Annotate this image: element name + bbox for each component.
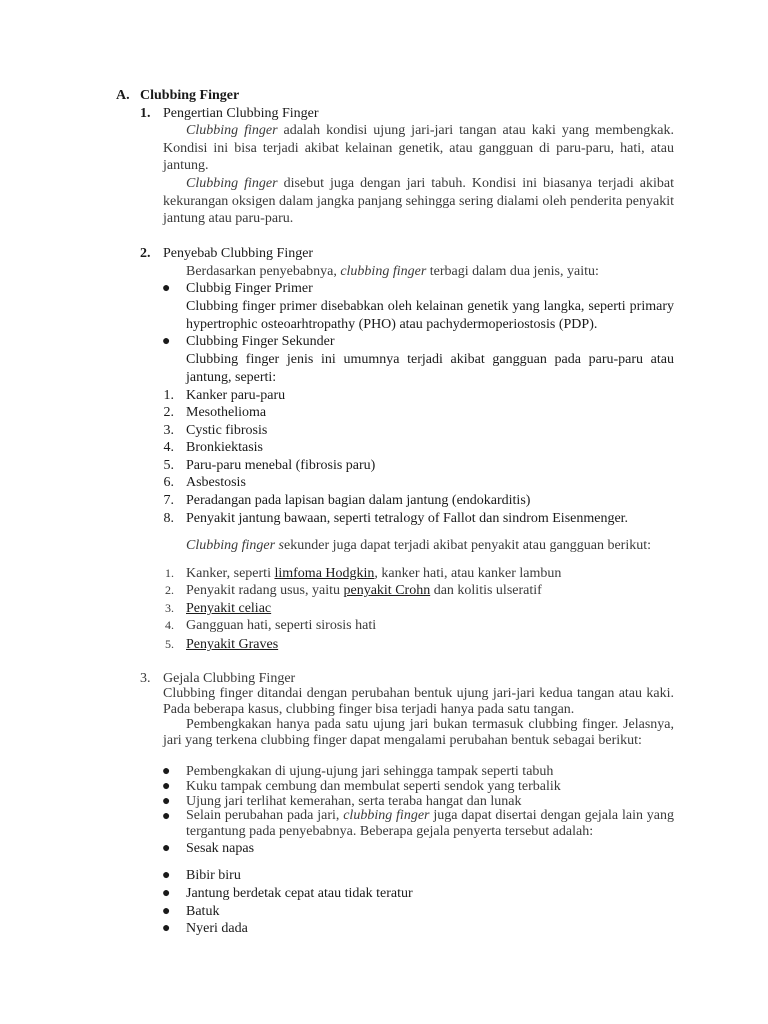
bullet-icon: ●: [162, 921, 171, 936]
cause-number: 7.: [163, 493, 174, 508]
symptom-item: Nyeri dada: [186, 921, 248, 936]
cause-number: 1.: [163, 388, 174, 403]
cause-item: Asbestosis: [186, 475, 246, 490]
shape-change-item: Ujung jari terlihat kemerahan, serta teraba hangat dan lunak: [186, 794, 522, 809]
bullet-icon: ●: [162, 794, 171, 809]
sec3-extra-b: juga dapat disertai dengan gejala lain yang tergantung pada penyebabnya. Beberapa gejala penyerta tersebut adalah:: [186, 808, 675, 839]
bullet-icon: ●: [162, 868, 171, 883]
sec2-intro-a: Berdasarkan penyebabnya,: [186, 264, 341, 279]
other-item: [186, 565, 561, 582]
other-number: 4.: [165, 618, 174, 632]
link-penyakit-crohn[interactable]: penyakit Crohn: [343, 583, 431, 598]
bullet-icon: ●: [162, 281, 171, 296]
sec3-extra-paragraph: [186, 808, 674, 840]
link-penyakit-celiac[interactable]: Penyakit celiac: [186, 601, 272, 616]
section-a-title: Clubbing Finger: [140, 88, 240, 103]
other-item: Gangguan hati, seperti sirosis hati: [186, 618, 377, 633]
other-item-text: dan kolitis ulseratif: [430, 583, 542, 598]
sec3-paragraph-1: Clubbing finger ditandai dengan perubahan bentuk ujung jari-jari kedua tangan atau kaki. Pada beberapa kasus, clubbing finger bisa terjadi hanya pada satu tangan.: [163, 686, 674, 717]
link-penyakit-graves[interactable]: Penyakit Graves: [186, 637, 279, 652]
cause-number: 5.: [163, 458, 174, 473]
bullet-icon: ●: [162, 334, 171, 349]
other-item: [186, 636, 278, 653]
cause-number: 2.: [163, 405, 174, 420]
other-number: 1.: [165, 566, 174, 580]
sec1-paragraph-1: [163, 122, 674, 175]
sec1-p1-term: Clubbing finger: [186, 123, 278, 138]
cause-item: Penyakit jantung bawaan, seperti tetralogy of Fallot dan sindrom Eisenmenger.: [186, 511, 629, 526]
sec1-title: Pengertian Clubbing Finger: [163, 106, 319, 121]
shape-change-item: Kuku tampak cembung dan membulat seperti sendok yang terbalik: [186, 779, 561, 794]
sec1-p2-term: Clubbing finger: [186, 176, 278, 191]
other-item-text: , kanker hati, atau kanker lambun: [374, 566, 562, 581]
other-number: 2.: [165, 583, 174, 597]
sekunder-text: Clubbing finger jenis ini umumnya terjadi akibat gangguan pada paru-paru atau jantung, seperti:: [186, 352, 674, 385]
cause-number: 6.: [163, 475, 174, 490]
sec1-p1-text: adalah kondisi ujung jari-jari tangan atau kaki yang membengkak. Kondisi ini bisa terjadi akibat kelainan genetik, atau gangguan di paru-paru, hati, atau jantung.: [163, 123, 675, 173]
symptom-item: Sesak napas: [186, 841, 255, 856]
sec1-paragraph-2: [163, 175, 674, 228]
sec3-extra-term: clubbing finger: [343, 808, 430, 823]
sec3-marker: 3.: [140, 671, 151, 686]
section-a-marker: A.: [116, 88, 130, 103]
primer-title: Clubbig Finger Primer: [186, 281, 313, 296]
other-causes-text: ekunder juga dapat terjadi akibat penyakit atau gangguan berikut:: [284, 538, 651, 553]
cause-item: Mesothelioma: [186, 405, 267, 420]
cause-number: 3.: [163, 423, 174, 438]
shape-change-item: Pembengkakan di ujung-ujung jari sehingga tampak seperti tabuh: [186, 764, 554, 779]
sec3-extra-a: Selain perubahan pada jari,: [186, 808, 344, 823]
sec1-marker: 1.: [140, 106, 151, 121]
primer-text: Clubbing finger primer disebabkan oleh kelainan genetik yang langka, seperti primary hypertrophic osteoarhtropathy (PHO) atau pachydermoperiostosis (PDP).: [186, 299, 674, 332]
sec2-intro-b: terbagi dalam dua jenis, yaitu:: [426, 264, 599, 279]
sec3-p2-text: Pembengkakan hanya pada satu ujung jari bukan termasuk clubbing finger. Jelasnya, jari yang terkena clubbing finger dapat mengalami perubahan bentuk sebagai berikut:: [163, 717, 674, 748]
symptom-item: Batuk: [186, 904, 220, 919]
bullet-icon: ●: [162, 764, 171, 779]
bullet-icon: ●: [162, 841, 171, 856]
sekunder-title: Clubbing Finger Sekunder: [186, 334, 335, 349]
sec3-paragraph-2: [163, 717, 674, 748]
other-causes-intro: [186, 537, 651, 554]
bullet-icon: ●: [162, 779, 171, 794]
symptom-item: Bibir biru: [186, 868, 241, 883]
cause-item: Bronkiektasis: [186, 440, 263, 455]
sec2-intro: [186, 263, 599, 280]
other-causes-term: Clubbing finger s: [186, 538, 285, 553]
cause-item: Kanker paru-paru: [186, 388, 286, 403]
link-limfoma-hodgkin[interactable]: limfoma Hodgkin: [274, 566, 375, 581]
other-item-text: Penyakit radang usus, yaitu: [186, 583, 344, 598]
sec2-marker: 2.: [140, 246, 151, 261]
other-item: [186, 582, 542, 599]
other-item-text: Kanker, seperti: [186, 566, 275, 581]
sec2-intro-term: clubbing finger: [340, 264, 427, 279]
cause-number: 8.: [163, 511, 174, 526]
sec3-title: Gejala Clubbing Finger: [163, 671, 296, 686]
other-item: [186, 600, 271, 617]
cause-item: Paru-paru menebal (fibrosis paru): [186, 458, 376, 473]
cause-item: Peradangan pada lapisan bagian dalam jantung (endokarditis): [186, 493, 531, 508]
symptom-item: Jantung berdetak cepat atau tidak teratur: [186, 886, 413, 901]
sec2-title: Penyebab Clubbing Finger: [163, 246, 314, 261]
other-number: 5.: [165, 637, 174, 651]
bullet-icon: ●: [162, 904, 171, 919]
other-number: 3.: [165, 601, 174, 615]
sec1-p2-text: disebut juga dengan jari tabuh. Kondisi ini biasanya terjadi akibat kekurangan oksigen dalam jangka panjang sehingga sering dialami oleh penderita penyakit jantung atau paru-paru.: [163, 176, 674, 226]
bullet-icon: ●: [162, 886, 171, 901]
cause-number: 4.: [163, 440, 174, 455]
bullet-icon: ●: [162, 809, 171, 824]
cause-item: Cystic fibrosis: [186, 423, 268, 438]
